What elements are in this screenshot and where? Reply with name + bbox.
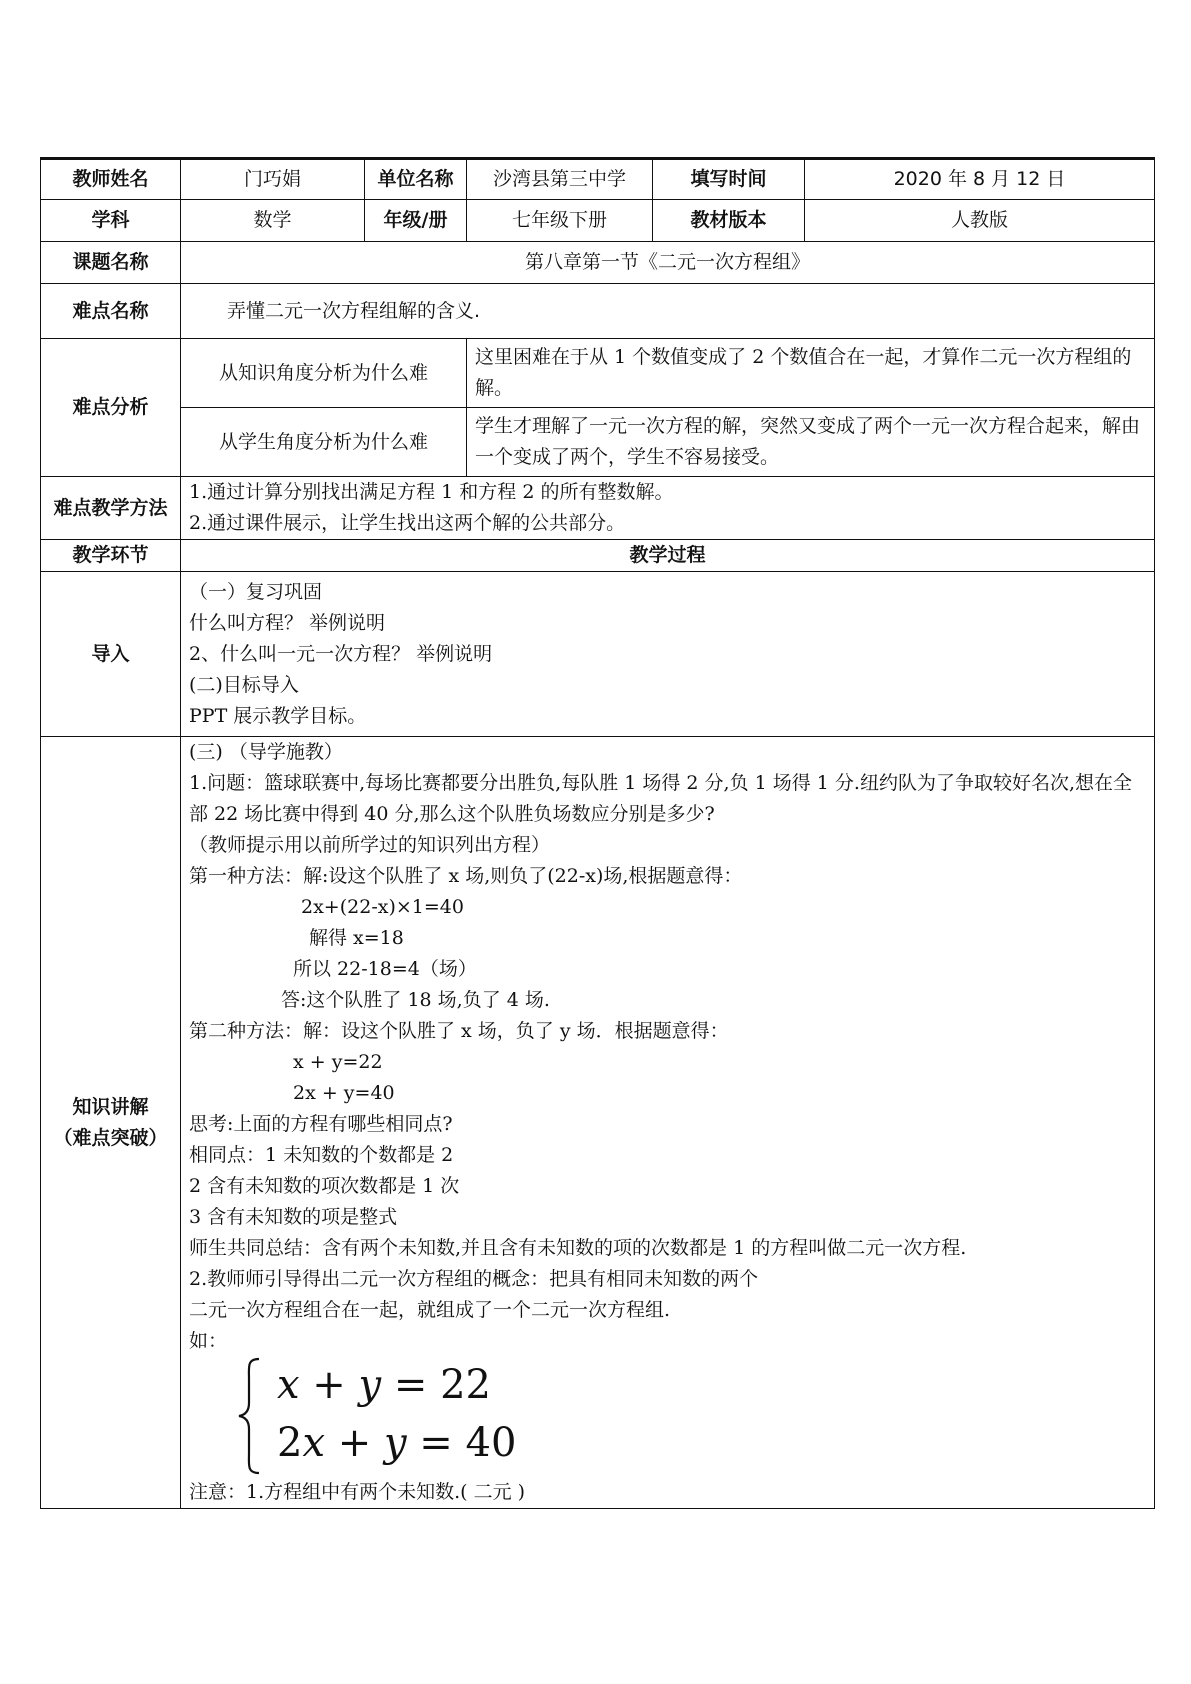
topic-value: 第八章第一节《二元一次方程组》 — [181, 242, 1155, 284]
knowledge-line-19: 如： — [189, 1330, 228, 1352]
student-angle-label: 从学生角度分析为什么难 — [181, 408, 467, 477]
row-subject — [41, 200, 1155, 242]
difficulty-name-label: 难点名称 — [41, 284, 181, 339]
knowledge-line-8: 答:这个队胜了 18 场,负了 4 场. — [281, 989, 550, 1011]
row-analysis-student — [41, 408, 1155, 477]
knowledge-line-11: 2x + y=40 — [293, 1082, 395, 1104]
left-brace-icon — [235, 1357, 263, 1475]
eq1-rhs: = 22 — [381, 1362, 491, 1408]
eq1-plus: + — [299, 1362, 359, 1408]
row-teacher — [41, 159, 1155, 200]
unit-value: 沙湾县第三中学 — [467, 159, 653, 200]
topic-label: 课题名称 — [41, 242, 181, 284]
row-difficulty-name — [41, 284, 1155, 339]
knowledge-line-1: (三) （导学施教） — [189, 741, 343, 763]
knowledge-line-16: 师生共同总结：含有两个未知数,并且含有未知数的项的次数都是 1 的方程叫做二元一次方程. — [189, 1237, 967, 1259]
knowledge-line-4: 第一种方法：解:设这个队胜了 x 场,则负了(22-x)场,根据题意得： — [189, 865, 743, 887]
knowledge-angle-text: 这里困难在于从 1 个数值变成了 2 个数值合在一起，才算作二元一次方程组的解。 — [467, 339, 1155, 408]
teacher-value: 门巧娟 — [181, 159, 365, 200]
row-knowledge — [41, 737, 1155, 1509]
edition-value: 人教版 — [805, 200, 1155, 242]
knowledge-angle-label: 从知识角度分析为什么难 — [181, 339, 467, 408]
intro-line-3: 2、什么叫一元一次方程？ 举例说明 — [189, 642, 493, 665]
intro-content — [181, 572, 1155, 737]
method-label: 难点教学方法 — [41, 477, 181, 540]
knowledge-line-15: 3 含有未知数的项是整式 — [189, 1206, 398, 1228]
grade-label: 年级/册 — [365, 200, 467, 242]
equation-system — [229, 1357, 1146, 1477]
method-content — [181, 477, 1155, 540]
stage-label: 教学环节 — [41, 540, 181, 572]
knowledge-line-10: x + y=22 — [293, 1051, 383, 1073]
process-label: 教学过程 — [181, 540, 1155, 572]
eq1-var-y: y — [358, 1362, 382, 1408]
knowledge-line-3: （教师提示用以前所学过的知识列出方程） — [189, 834, 551, 856]
intro-line-5: PPT 展示教学目标。 — [189, 704, 367, 727]
student-angle-text: 学生才理解了一元一次方程的解，突然又变成了两个一元一次方程合起来，解由一个变成了两个，学生不容易接受。 — [467, 408, 1155, 477]
knowledge-line-2: 1.问题：篮球联赛中,每场比赛都要分出胜负,每队胜 1 场得 2 分,负 1 场得 1 分.纽约队为了争取较好名次,想在全部 22 场比赛中得到 40 分,那么这个队胜负场数应分别是多少? — [189, 772, 1132, 825]
teacher-label: 教师姓名 — [41, 159, 181, 200]
intro-label: 导入 — [41, 572, 181, 737]
intro-line-2: 什么叫方程？ 举例说明 — [189, 611, 386, 634]
knowledge-label — [41, 737, 181, 1509]
difficulty-name-value: 弄懂二元一次方程组解的含义. — [181, 284, 1155, 339]
knowledge-line-18: 二元一次方程组合在一起，就组成了一个二元一次方程组. — [189, 1299, 671, 1321]
method-line-1: 1.通过计算分别找出满足方程 1 和方程 2 的所有整数解。 — [189, 481, 674, 503]
edition-label: 教材版本 — [653, 200, 805, 242]
row-process-header — [41, 540, 1155, 572]
equation-2 — [277, 1419, 516, 1467]
row-topic — [41, 242, 1155, 284]
knowledge-line-13: 相同点：1 未知数的个数都是 2 — [189, 1144, 454, 1166]
knowledge-line-9: 第二种方法：解：设这个队胜了 x 场，负了 y 场．根据题意得： — [189, 1020, 729, 1042]
knowledge-content — [181, 737, 1155, 1509]
intro-line-4: (二)目标导入 — [189, 673, 299, 696]
knowledge-line-7: 所以 22-18=4（场） — [293, 958, 477, 980]
row-analysis-knowledge — [41, 339, 1155, 408]
knowledge-line-14: 2 含有未知数的项次数都是 1 次 — [189, 1175, 460, 1197]
grade-value: 七年级下册 — [467, 200, 653, 242]
knowledge-label-line-2: （难点突破） — [53, 1126, 168, 1149]
eq2-plus: + — [325, 1420, 384, 1466]
eq2-rhs: = 40 — [406, 1420, 517, 1466]
knowledge-line-6: 解得 x=18 — [309, 927, 404, 949]
date-value: 2020 年 8 月 12 日 — [805, 159, 1155, 200]
unit-label: 单位名称 — [365, 159, 467, 200]
date-label: 填写时间 — [653, 159, 805, 200]
method-line-2: 2.通过课件展示，让学生找出这两个解的公共部分。 — [189, 512, 626, 534]
eq2-coef: 2 — [277, 1420, 303, 1466]
equation-1 — [277, 1361, 491, 1409]
lesson-plan-table — [40, 157, 1155, 1509]
eq2-var-y: y — [383, 1420, 407, 1466]
eq2-var-x: x — [302, 1420, 326, 1466]
subject-label: 学科 — [41, 200, 181, 242]
knowledge-line-5: 2x+(22-x)×1=40 — [301, 896, 464, 918]
row-method — [41, 477, 1155, 540]
knowledge-label-line-1: 知识讲解 — [72, 1095, 149, 1118]
knowledge-line-12: 思考:上面的方程有哪些相同点? — [189, 1113, 453, 1135]
eq1-var-x: x — [277, 1362, 300, 1408]
subject-value: 数学 — [181, 200, 365, 242]
analysis-label: 难点分析 — [41, 339, 181, 477]
intro-line-1: （一）复习巩固 — [189, 580, 323, 603]
knowledge-line-20: 注意：1.方程组中有两个未知数.( 二元 ) — [189, 1481, 526, 1503]
row-intro — [41, 572, 1155, 737]
knowledge-line-17: 2.教师师引导得出二元一次方程组的概念：把具有相同未知数的两个 — [189, 1268, 759, 1290]
